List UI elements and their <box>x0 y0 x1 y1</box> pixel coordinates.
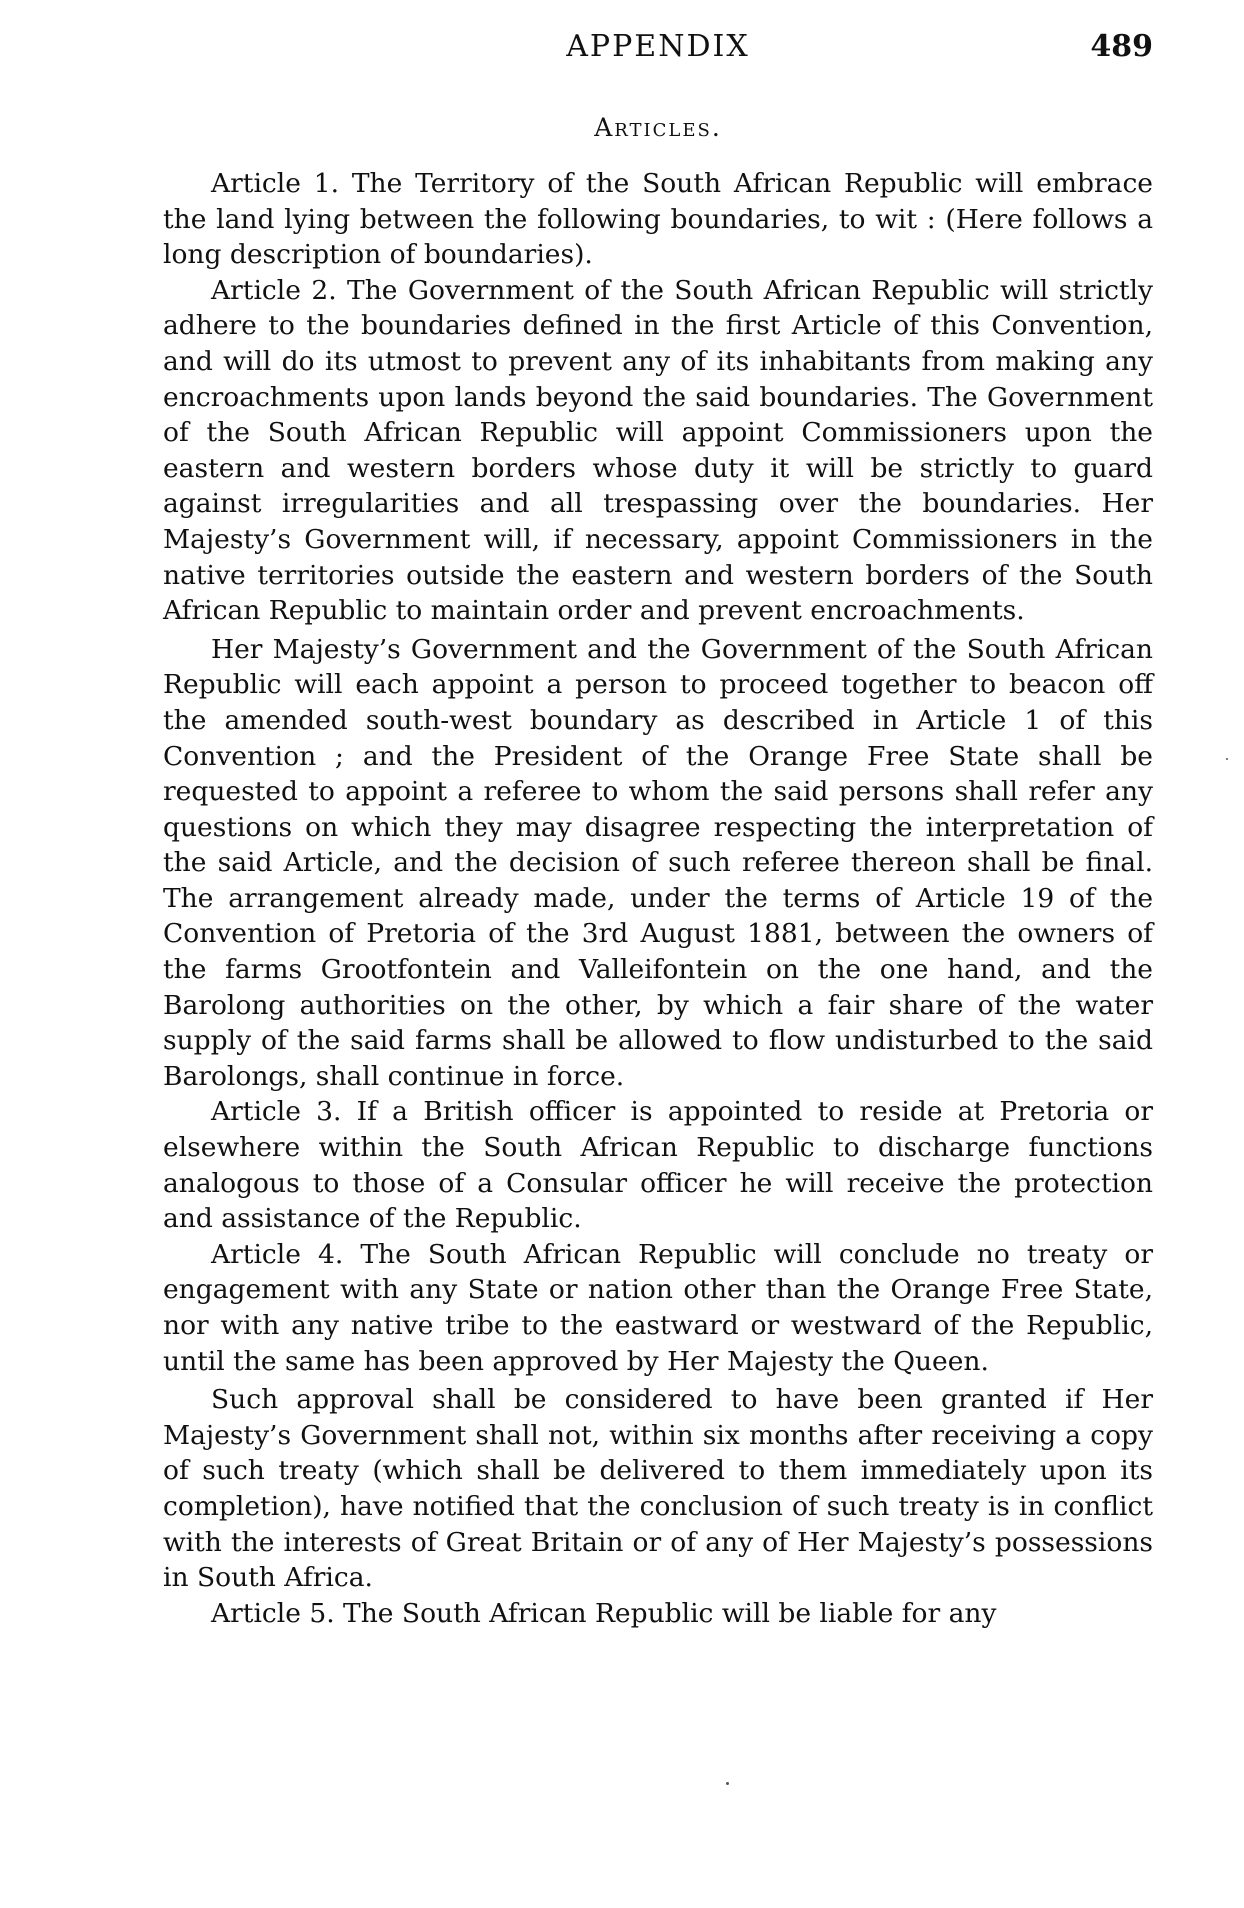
paragraph-article-4: Article 4. The South African Republic will conclude no treaty or engagement with any State or nation other than the Orange Free State, nor with any native tribe to the eastward or westward of the Republic, until the same has been approved by Her Majesty the Queen. <box>163 1238 1153 1377</box>
body-text <box>163 166 1153 1631</box>
paragraph-boundary-commission: Her Majesty’s Government and the Government of the South African Republic will each appoint a person to proceed together to beacon off the amended south-west boundary as described in Article 1 of this Convention ; and the President of the Orange Free State shall be requested to appoint a referee to whom the said persons shall refer any questions on which they may disagree respecting the interpretation of the said Article, and the decision of such referee thereon shall be final. The arrangement already made, under the terms of Article 19 of the Convention of Pretoria of the 3rd August 1881, between the owners of the farms Grootfontein and Valleifontein on the one hand, and the Barolong authorities on the other, by which a fair share of the water supply of the said farms shall be allowed to flow undisturbed to the said Barolongs, shall continue in force. <box>163 633 1153 1092</box>
paragraph-article-2: Article 2. The Government of the South African Republic will strictly adhere to the boundaries defined in the first Article of this Convention, and will do its utmost to prevent any of its inhabitants from making any encroachments upon lands beyond the said boundaries. The Government of the South African Republic will appoint Commissioners upon the eastern and western borders whose duty it will be strictly to guard against irregularities and all trespassing over the boundaries. Her Majesty’s Government will, if necessary, appoint Commissioners in the native territories outside the eastern and western borders of the South African Republic to maintain order and prevent encroachments. <box>163 274 1153 627</box>
paragraph-treaty-approval: Such approval shall be considered to have been granted if Her Majesty’s Government shall not, within six months after receiving a copy of such treaty (which shall be delivered to them immediately upon its completion), have notified that the conclusion of such treaty is in conflict with the interests of Great Britain or of any of Her Majesty’s possessions in South Africa. <box>163 1384 1153 1594</box>
paragraph-article-1: Article 1. The Territory of the South African Republic will embrace the land lying between the following boundaries, to wit : (Here follows a long description of boundaries). <box>163 168 1153 271</box>
page-number: 489 <box>1090 29 1153 64</box>
paragraph-article-3: Article 3. If a British officer is appointed to reside at Pretoria or elsewhere within the South African Republic to discharge functions analogous to those of a Consular officer he will receive the protection and assistance of the Republic. <box>163 1096 1153 1235</box>
section-heading: Articles. <box>594 113 722 142</box>
running-head-title: APPENDIX <box>566 29 750 64</box>
paragraph-article-5: Article 5. The South African Republic will be liable for any <box>211 1597 997 1629</box>
print-speck <box>726 1782 729 1785</box>
print-speck <box>1226 758 1228 760</box>
running-head <box>163 22 1153 72</box>
